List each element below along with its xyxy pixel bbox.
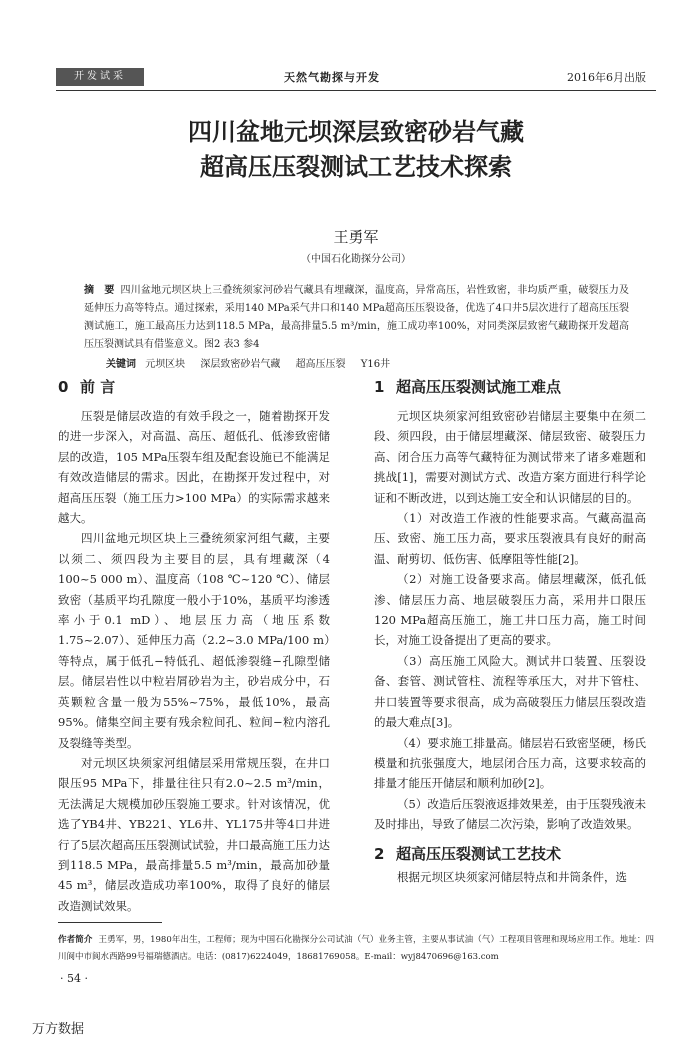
page-number: · 54 · xyxy=(60,972,88,985)
source-watermark: 万方数据 xyxy=(32,1022,85,1037)
issue-date: 2016年6月出版 xyxy=(567,71,646,84)
keywords-label: 关键词 xyxy=(106,359,136,370)
header-rule xyxy=(56,90,656,91)
left-column xyxy=(58,374,330,916)
section-heading-difficulties xyxy=(374,374,646,400)
abstract-label: 摘 要 xyxy=(84,285,115,296)
paper-title-line-1: 四川盆地元坝深层致密砂岩气藏 xyxy=(188,118,524,146)
author-bio-footnote xyxy=(58,932,654,966)
paragraph: （5）改造后压裂液返排效果差，由于压裂残液未及时排出，导致了储层二次污染，影响了改造效果。 xyxy=(374,796,646,832)
paragraph: 根据元坝区块须家河储层特点和井筒条件，选 xyxy=(397,869,627,884)
journal-title: 天然气勘探与开发 xyxy=(284,71,380,84)
section-number: 0 xyxy=(58,378,69,396)
footnote-text: 王勇军，男，1980年出生，工程师；现为中国石化勘探分公司试油（气）业务主管，主要从事试油（气）工程项目管理和现场应用工作。地址：四川阆中市阆水西路99号福瑞德酒店。电话：(0817)6224049，18681769058。E-mail：wyj8470696@163.com xyxy=(58,935,654,962)
author-name: 王勇军 xyxy=(333,228,379,246)
author-affiliation: （中国石化勘探分公司） xyxy=(301,254,411,265)
paragraph: 元坝区块须家河组致密砂岩储层主要集中在须二段、须四段，由于储层埋藏深、储层致密、破裂压力高、闭合压力高等气藏特征为测试带来了诸多难题和挑战[1]，需要对测试方式、改造方案方面进行科学论证和不断改进，以到达施工安全和认识储层的目的。 xyxy=(374,409,646,505)
paragraph: 四川盆地元坝区块上三叠统须家河组气藏，主要以须二、须四段为主要目的层，具有埋藏深（4 100~5 000 m）、温度高（108 ℃~120 ℃）、储层致密（基质平均孔隙度一般小于10%，基质平均渗透率小于0.1 mD）、地层压力高（地压系数1.75~2.07）、延伸压力高（2.2~3.0 MPa/100 m）等特点，属于低孔−特低孔、超低渗裂缝−孔隙型储层。储层岩性以中粒岩屑砂岩为主，砂岩成分中，石英颗粒含量一般为55%~75%，最低10%，最高95%。储集空间主要有残余粒间孔、粒间−粒内溶孔及裂缝等类型。 xyxy=(58,531,330,750)
section-tag: 开发试采 xyxy=(56,68,144,86)
section-heading-introduction xyxy=(58,374,330,400)
section-number: 2 xyxy=(374,844,385,863)
keyword: 深层致密砂岩气藏 xyxy=(200,359,281,370)
abstract-text: 四川盆地元坝区块上三叠统须家河砂岩气藏具有埋藏深，温度高，异常高压，岩性致密，非均质严重，破裂压力及延伸压力高等特点。通过探索，采用140 MPa采气井口和140 MPa超高压压裂设备，优选了4口井5层次进行了超高压压裂测试施工，施工最高压力达到118.5 MPa，最高排量5.5 m³/min，施工成功率100%，对同类深层致密气藏勘探开发超高压压裂测试具有借鉴意义。图2 表3 参4 xyxy=(84,285,630,350)
paragraph: （2）对施工设备要求高。储层埋藏深，低孔低渗、储层压力高、地层破裂压力高，采用井口限压120 MPa超高压施工，施工井口压力高，施工时间长，对施工设备提出了更高的要求。 xyxy=(374,572,646,648)
section-title: 前 言 xyxy=(80,378,116,396)
paragraph: （3）高压施工风险大。测试井口装置、压裂设备、套管、测试管柱、流程等承压大，对井下管柱、井口装置等要求很高，成为高破裂压力储层压裂改造的最大难点[3]。 xyxy=(374,653,646,730)
keyword: 超高压压裂 xyxy=(295,359,346,370)
keyword: Y16井 xyxy=(360,359,391,370)
footnote-rule xyxy=(58,922,162,923)
section-number: 1 xyxy=(374,378,385,396)
running-header xyxy=(56,68,656,88)
paper-title-line-2: 超高压压裂测试工艺技术探索 xyxy=(200,153,512,181)
section-title: 超高压压裂测试施工难点 xyxy=(396,378,562,396)
paragraph: （4）要求施工排量高。储层岩石致密坚硬，杨氏模量和抗张强度大，地层闭合压力高，这要求较高的排量才能压开储层和顺利加砂[2]。 xyxy=(374,735,646,791)
keywords xyxy=(106,356,646,374)
abstract xyxy=(84,282,629,354)
footnote-label: 作者简介 xyxy=(58,935,93,945)
paragraph: 压裂是储层改造的有效手段之一，随着勘探开发的进一步深入，对高温、高压、超低孔、低渗致密储层的改造，105 MPa压裂车组及配套设施已不能满足有效改造储层的需求。因此，在勘探开发过程中，对超高压压裂（施工压力>100 MPa）的实际需求越来越大。 xyxy=(58,409,330,526)
section-heading-techniques xyxy=(374,841,646,867)
paragraph: （1）对改造工作液的性能要求高。气藏高温高压、致密、施工压力高，要求压裂液具有良好的耐高温、耐剪切、低伤害、低摩阻等性能[2]。 xyxy=(374,511,646,566)
paragraph: 对元坝区块须家河组储层采用常规压裂，在井口限压95 MPa下，排量往往只有2.0~2.5 m³/min，无法满足大规模加砂压裂施工要求。针对该情况，优选了YB4井、YB221、YL6井、YL175井等4口井进行了5层次超高压压裂测试试验，井口最高施工压力达到118.5 MPa，最高排量5.5 m³/min，最高加砂量45 m³，储层改造成功率100%，取得了良好的储层改造测试效果。 xyxy=(58,755,330,913)
keyword: 元坝区块 xyxy=(145,359,186,370)
right-column xyxy=(374,374,646,887)
section-title: 超高压压裂测试工艺技术 xyxy=(396,844,562,863)
